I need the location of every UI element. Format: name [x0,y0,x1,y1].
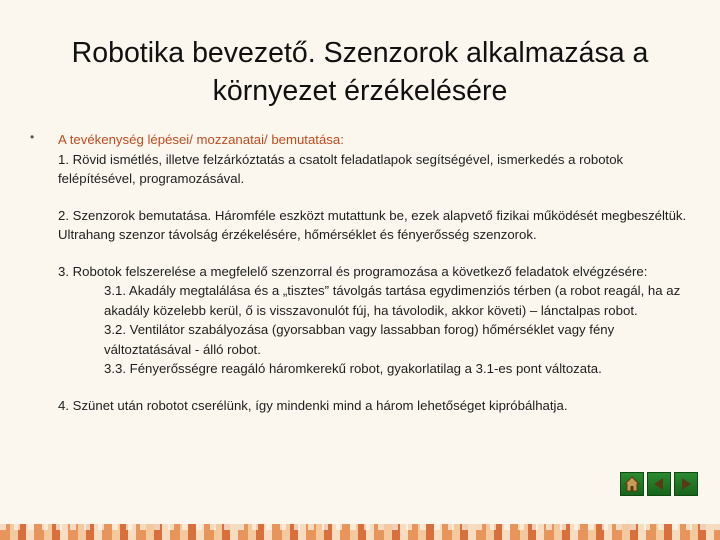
decorative-footer-band [0,524,720,540]
triangle-right-icon [678,476,694,492]
home-button[interactable] [620,472,644,496]
step-3-3-text: 3.3. Fényerősségre reagáló háromkerekű robot, gyakorlatilag a 3.1-es pont változata. [104,361,602,376]
step-4-text: 4. Szünet után robotot cserélünk, így mindenki mind a három lehetőséget kipróbálhatja. [58,397,568,413]
slide-navigation [620,472,698,496]
step-3-text: 3. Robotok felszerelése a megfelelő szenzorral és programozása a következő feladatok elvégzésére: [58,263,648,279]
triangle-left-icon [651,476,667,492]
step-3-2-text: 3.2. Ventilátor szabályozása (gyorsabban vagy lassabban forog) hőmérséklet vagy fény változtatásával - álló robot. [104,322,615,357]
slide-title: Robotika bevezető. Szenzorok alkalmazása a környezet érzékelésére [71,37,649,107]
next-slide-button[interactable] [674,472,698,496]
step-3-1-text: 3.1. Akadály megtalálása és a „tisztes” távolgás tartása egydimenziós térben (a robot reagál, ha az akadály közelebb kerül, ő is visszavonulót fúj, ha távolodik, akkor követi) – lánctalpas robot. [104,283,681,318]
step-1-text: 1. Rövid ismétlés, illetve felzárkóztatás a csatolt feladatlapok segítségével, ismerkedés a robotok felépítésével, programozásával. [58,151,624,186]
step-2-text: 2. Szenzorok bemutatása. Háromféle eszközt mutattunk be, ezek alapvető fizikai működését megbeszéltük. Ultrahang szenzor távolság érzékelésére, hőmérséklet és fényerősség szenzorok. [58,207,687,242]
previous-slide-button[interactable] [647,472,671,496]
activity-heading: A tevékenység lépései/ mozzanatai/ bemutatása: [58,132,344,147]
bullet-marker: • [30,130,35,144]
home-icon [623,475,641,493]
slide-content [58,130,690,415]
